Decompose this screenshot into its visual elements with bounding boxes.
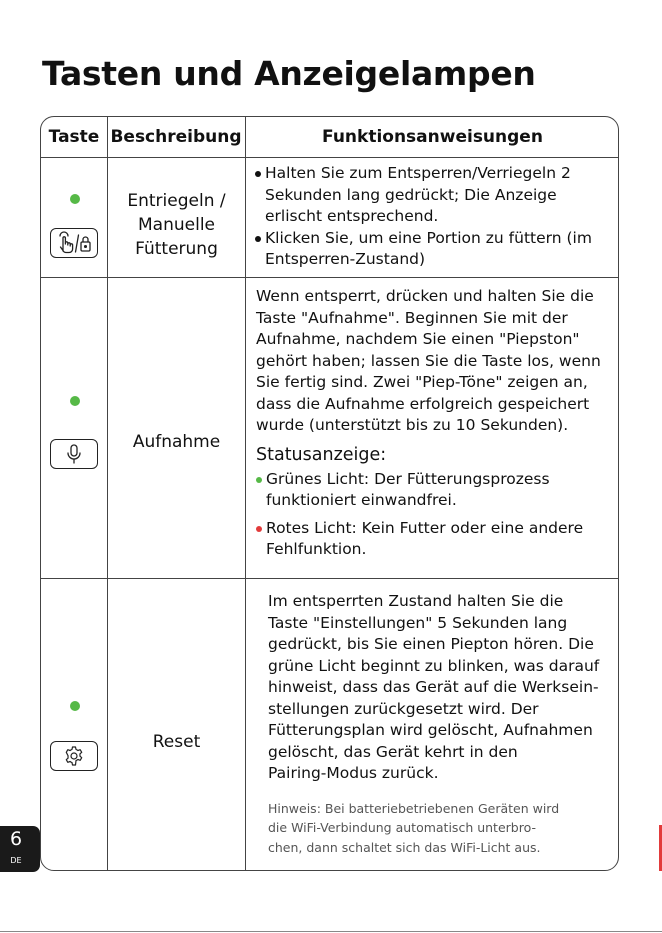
note-text: Hinweis: Bei batteriebetriebenen Geräten wird die WiFi-Verbindung automatisch unterbro- chen, dann schaltet sich das WiFi-Licht aus.	[268, 800, 560, 855]
touch-unlock-icon	[55, 231, 93, 255]
keys-table	[40, 116, 619, 871]
row-divider	[41, 157, 618, 158]
bullet-item: Klicken Sie, um eine Portion zu füttern (im Entsperren-Zustand)	[255, 228, 615, 271]
column-divider	[245, 117, 246, 870]
instructions-cell	[255, 163, 615, 271]
description-cell: Reset	[152, 732, 201, 752]
description-cell: Aufnahme	[132, 432, 221, 452]
description-cell: Entriegeln / Manuelle Fütterung	[127, 191, 226, 259]
page-number-tab	[0, 826, 40, 872]
page-bottom-rule	[0, 931, 662, 932]
led-indicator	[70, 396, 80, 406]
bullet-item: Halten Sie zum Entsperren/Verriegeln 2 Sekunden lang gedrückt; Die Anzeige erlischt entsprechend.	[255, 163, 615, 228]
record-key	[50, 439, 98, 469]
instructions-cell: Im entsperrten Zustand halten Sie die Taste "Einstellungen" 5 Sekunden lang gedrückt, bis Sie einen Piepton hören. Die grüne Licht beginnt zu blinken, was darauf hinweist, dass das Gerät auf die Werksein- stellungen zurückgesetzt wird. Der Fütterungsplan wird gelöscht, Aufnahmen gelöscht, das Gerät kehrt in den Pairing-Modus zurück. Hinweis: Bei batteriebetriebenen Geräten wird die WiFi-Verbindung automatisch unterbro- chen, dann schaltet sich das WiFi-Licht aus.	[268, 591, 616, 857]
status-heading: Statusanzeige:	[256, 444, 387, 465]
status-green-item: Grünes Licht: Der Fütterungsprozess funktioniert einwandfrei.	[256, 469, 618, 512]
header-taste: Taste	[48, 127, 100, 147]
header-funktionsanweisungen: Funktionsanweisungen	[322, 127, 543, 147]
header-beschreibung: Beschreibung	[110, 127, 242, 147]
unlock-feed-key	[50, 228, 98, 258]
page-number: 6	[9, 828, 23, 850]
led-indicator	[70, 701, 80, 711]
microphone-icon	[64, 443, 84, 465]
led-indicator	[70, 194, 80, 204]
instructions-cell: Wenn entsperrt, drücken und halten Sie die Taste "Aufnahme". Beginnen Sie mit der Aufnahme, nachdem Sie einen "Piepston" gehört haben; lassen Sie die Taste los, wenn Sie fertig sind. Zwei "Piep-Töne" zeigen an, dass die Aufnahme erfolgreich gespeichert wurde (unterstützt bis zu 10 Sekunden). Statusanzeige: Grünes Licht: Der Fütterungsprozess funktioniert einwandfrei. Rotes Licht: Kein Futter oder eine andere Fehlfunktion.	[256, 286, 618, 561]
settings-key	[50, 741, 98, 771]
row-divider	[41, 277, 618, 278]
language-code: DE	[10, 856, 22, 865]
status-red-item: Rotes Licht: Kein Futter oder eine andere Fehlfunktion.	[256, 518, 618, 561]
page-title: Tasten und Anzeigelampen	[42, 54, 536, 93]
gear-icon	[63, 745, 85, 767]
row-divider	[41, 578, 618, 579]
